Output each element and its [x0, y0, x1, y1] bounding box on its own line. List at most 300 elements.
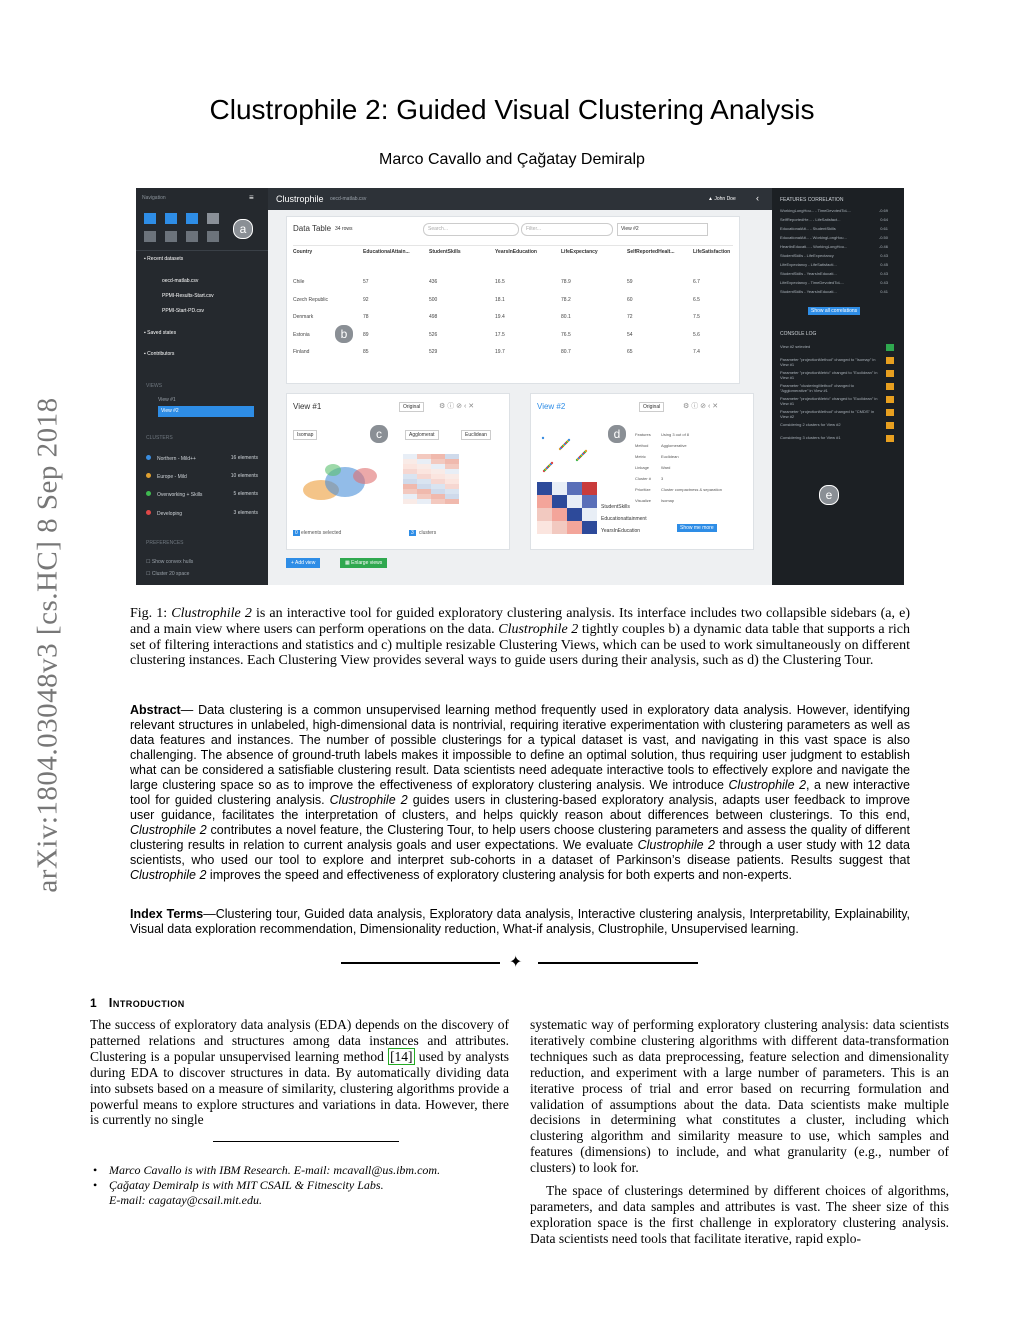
footnote [93, 1163, 513, 1178]
right-sidebar [772, 188, 904, 585]
view-select[interactable]: View #2 [617, 223, 708, 236]
correlation-item[interactable] [780, 208, 896, 213]
heatmap-label: YearsInEducation [601, 528, 641, 534]
app-file: oecd-matlab.csv [330, 196, 367, 202]
heatmap-cell [582, 521, 597, 534]
correlation-pair: WorkingLongHou... - TimeDevotedToL... [780, 208, 852, 213]
correlation-item[interactable] [780, 235, 896, 240]
view2-title: View #2 [537, 402, 566, 411]
view-tools-icon[interactable]: ⚙ ⓘ ⊘ ‹ ✕ [439, 403, 475, 410]
cluster-name: Overworking + Skills [157, 492, 203, 498]
label-a: a [233, 219, 253, 239]
undo-icon[interactable] [886, 409, 894, 416]
scatter-point [585, 450, 587, 452]
table-cell: 6.5 [693, 296, 700, 303]
label-e: e [819, 485, 839, 505]
correlation-pair: EducationalAtt... - WorkingLongHou... [780, 235, 847, 240]
cluster-item[interactable] [146, 510, 258, 517]
data-table [293, 249, 733, 379]
heatmap-cell [567, 482, 582, 495]
tour-param-value: 3 [661, 476, 664, 481]
heatmap-cell [445, 489, 459, 494]
original-select[interactable]: Original [399, 402, 424, 412]
clusters-label: CLUSTERS [146, 435, 173, 441]
tour-param-row[interactable] [635, 476, 749, 481]
undo-icon[interactable] [886, 435, 894, 442]
heatmap-cell [417, 459, 431, 464]
heatmap-label: Educationattainment [601, 516, 647, 522]
table-cell: 65 [627, 349, 633, 355]
index-terms [130, 907, 910, 937]
view-item-1[interactable]: View #1 [158, 397, 176, 403]
heatmap-cell [445, 494, 459, 499]
table-cell: Denmark [293, 314, 314, 320]
table-cell: Estonia [293, 331, 310, 338]
undo-icon[interactable] [886, 422, 894, 429]
abstract-tool: Clustrophile 2 [329, 793, 408, 807]
intro-left-column [90, 1017, 509, 1128]
preference-label: Cluster 20 space [151, 571, 190, 577]
correlation-item[interactable] [780, 280, 896, 285]
cluster-count: 5 elements [233, 491, 258, 497]
correlation-pair: SelfReportedHe... - LifeSatisfact... [780, 217, 841, 222]
heatmap-cell [431, 494, 445, 499]
table-cell: 16.5 [495, 279, 505, 285]
section-number: 1 [90, 996, 98, 1010]
table-cell: 85 [363, 349, 369, 355]
correlation-value: 0.61 [880, 226, 888, 231]
undo-icon[interactable] [886, 344, 894, 351]
nav-label: Navigation [142, 195, 166, 201]
table-header[interactable]: EducationalAttain... [363, 249, 410, 255]
recent-datasets-header[interactable]: ▪ Recent datasets [144, 256, 184, 262]
show-all-correlations-button[interactable]: Show all correlations [808, 307, 860, 315]
heatmap-cell [567, 521, 582, 534]
tour-param-name: Linkage [635, 465, 650, 470]
tour-param-row[interactable] [635, 432, 749, 437]
toolbar-button[interactable] [165, 213, 177, 224]
table-cell: 80.7 [561, 349, 571, 355]
correlation-item[interactable] [780, 289, 896, 294]
toolbar-button[interactable] [186, 213, 198, 224]
table-cell: 89 [363, 331, 369, 338]
dataset-item[interactable]: PPMI-Results-Start.csv [162, 293, 214, 299]
user-name[interactable]: ▲ John Doe [708, 196, 736, 202]
algorithm-select[interactable]: Agglomerat [405, 430, 439, 440]
teaser-figure [136, 188, 904, 585]
table-cell: 5.6 [693, 331, 700, 338]
filter-input[interactable]: Filter... [521, 223, 613, 236]
abstract-label: Abstract [130, 703, 181, 717]
enlarge-views-label: Enlarge views [351, 560, 383, 566]
hull-green [325, 464, 341, 476]
log-entry: Parameter "projectionMethod" changed to "CMDS" in View #2 [780, 409, 875, 419]
dataset-item[interactable]: PPMI-Start-PD.csv [162, 308, 204, 314]
heatmap-cell [445, 459, 459, 464]
cluster-name: Developing [157, 511, 183, 517]
tour-param-row[interactable] [635, 454, 749, 459]
tour-param-name: Metric [635, 454, 646, 459]
correlation-pair: EducationalAtt... - StudentSkills [780, 226, 836, 231]
heatmap-cell [567, 495, 582, 508]
heatmap-cell [403, 494, 417, 499]
user-label: John Doe [714, 196, 736, 202]
separator-line [341, 962, 500, 964]
heatmap-cell [431, 454, 445, 459]
toolbar-button[interactable] [144, 231, 156, 242]
intro-paragraph [90, 1017, 509, 1128]
correlation-value: 0.43 [880, 280, 888, 285]
heatmap-cell [403, 489, 417, 494]
cluster-dot-icon [146, 510, 151, 515]
correlation-value: -0.50 [878, 235, 888, 240]
table-cell: 436 [429, 279, 438, 285]
clustering-view-1 [286, 393, 510, 550]
label-b: b [334, 324, 354, 344]
tour-param-value: Ward [661, 465, 671, 470]
table-cell: 7.4 [693, 349, 700, 355]
heatmap-cell [431, 464, 445, 469]
main-view [268, 188, 772, 585]
intro-text: used by analysts during EDA to discover structures in data. By automatically dividing data into subsets based on a measure of similarity, clustering algorithms provide a powerful means to explore structures and variations in data. However, there is currently no single [90, 1048, 509, 1128]
undo-icon[interactable] [886, 370, 894, 377]
correlation-item[interactable] [780, 244, 896, 249]
heatmap-cell [417, 484, 431, 489]
caption-text: tightly couples b) a dynamic data table that supports a rich set of filtering interactions and statistics and c) multiple resizable Clustering Views, which can be used to work simultaneously on different clustering instances. Each Clustering View provides several ways to guide users during their analysis, such as d) the Clustering Tour. [130, 621, 910, 669]
abstract-text: — Data clustering is a common unsupervised learning method frequently used in exploratory data analysis. However, identifying relevant structures in unlabeled, high-dimensional data is nontrivial, requiring iterative experimentation with clustering parameters as well as data features and instances. The number of possible clusterings for a typical dataset is vast, and navigating in this vast space is also challenging. The absence of ground-truth labels makes it impossible to define an optimal solution, thus requiring user judgment to establish what can be considered a satisfiable clustering result. Data scientists need adequate interactive tools to effectively explore and navigate the large clustering space so as to improve the effectiveness of exploratory clustering analysis. We introduce [130, 703, 910, 792]
console-log-header: CONSOLE LOG [780, 331, 817, 337]
search-input[interactable]: Search... [423, 223, 519, 236]
data-table-title: Data Table [293, 224, 332, 233]
heatmap-cell [403, 454, 417, 459]
table-cell: 78.9 [561, 279, 571, 285]
heatmap-cell [403, 464, 417, 469]
section-title: Introduction [108, 995, 185, 1010]
table-cell: 78.2 [561, 296, 571, 303]
hull-red [353, 468, 377, 484]
correlation-pair: HeartinEducati... - WorkingLongHou... [780, 244, 848, 249]
section-heading [90, 995, 185, 1010]
caption-tool: Clustrophile 2 [498, 621, 579, 637]
table-cell: 78 [363, 314, 369, 320]
table-cell: 498 [429, 314, 438, 320]
table-cell: 19.4 [495, 314, 505, 320]
tour-param-value: Cluster compactness & separation [661, 487, 722, 492]
view-item-2[interactable]: View #2 [158, 406, 254, 417]
table-header[interactable]: SelfReportedHealt... [627, 249, 675, 255]
heatmap-cell [445, 484, 459, 489]
scatterplot[interactable] [537, 430, 597, 478]
tour-param-name: Prioritize [635, 487, 651, 492]
divider [293, 245, 733, 246]
scatterplot[interactable] [293, 454, 393, 514]
toolbar-button[interactable] [207, 231, 219, 242]
heatmap-cell [417, 499, 431, 504]
figure-caption [130, 606, 910, 669]
correlation-item[interactable] [780, 271, 896, 276]
correlation-value: -0.46 [878, 244, 888, 249]
scatter-point [542, 437, 544, 439]
left-sidebar [136, 188, 268, 585]
menu-icon[interactable]: ≡ [249, 193, 254, 202]
heatmap-cell [582, 495, 597, 508]
heatmap-cell [552, 521, 567, 534]
heatmap-cell [403, 459, 417, 464]
label-c: c [369, 424, 389, 444]
table-cell: 526 [429, 331, 438, 338]
scatter-point [568, 439, 570, 441]
recent-datasets-label: Recent datasets [147, 256, 184, 262]
data-table-panel [286, 216, 740, 384]
heatmap-cell [537, 482, 552, 495]
separator-line [538, 962, 698, 964]
table-cell: 529 [429, 349, 438, 355]
tour-param-value: Euclidean [661, 454, 679, 459]
heatmap-cell [552, 482, 567, 495]
correlation-pair: LifeExpectancy - TimeDevotedToL... [780, 280, 845, 285]
cluster-count: 10 elements [230, 473, 258, 479]
heatmap-cell [582, 508, 597, 521]
heatmap-cell [417, 464, 431, 469]
saved-states-label: Saved states [147, 330, 177, 336]
heatmap-cell [431, 459, 445, 464]
heatmap-cell [431, 484, 445, 489]
correlation-item[interactable] [780, 226, 896, 231]
view-tools-icon[interactable]: ⚙ ⓘ ⊘ ‹ ✕ [683, 403, 719, 410]
undo-icon[interactable] [886, 396, 894, 403]
cluster-item[interactable] [146, 491, 258, 498]
abstract-text: , a new interactive tool for guided clustering analysis. [130, 778, 910, 807]
intro-right-column [530, 1017, 949, 1247]
footnote-rule [213, 1141, 399, 1142]
correlation-pair: StudentSkills - YearsInEducati... [780, 271, 837, 276]
heatmap-cell [417, 454, 431, 459]
table-cell: 92 [363, 296, 369, 303]
contributors[interactable]: ▪ Contributors [144, 351, 175, 357]
table-cell: 6.7 [693, 279, 700, 285]
heatmap-cell [417, 474, 431, 479]
toolbar-button[interactable] [207, 213, 219, 224]
elements-selected-count: 0 [295, 530, 298, 536]
preference-checkbox[interactable]: ☐ Show convex hulls [146, 559, 194, 565]
heatmap-cell [431, 479, 445, 484]
divider [136, 250, 268, 251]
views-label: VIEWS [146, 383, 163, 389]
collapse-icon[interactable]: ‹ [756, 193, 759, 203]
abstract-tool: Clustrophile 2 [637, 838, 715, 852]
arxiv-stamp: arXiv:1804.03048v3 [cs.HC] 8 Sep 2018 [31, 397, 64, 893]
heatmap-cell [417, 489, 431, 494]
table-cell: 7.5 [693, 314, 700, 320]
show-me-more-button[interactable]: Show me more [677, 524, 717, 532]
table-header[interactable]: LifeExpectancy [561, 249, 598, 255]
bullet: • [93, 1163, 98, 1177]
table-header[interactable]: Country [293, 249, 313, 255]
citation-link[interactable]: [14] [390, 1048, 413, 1064]
cluster-name: Europe - Mild [157, 474, 187, 480]
bullet: • [93, 1178, 98, 1192]
heatmap-cell [582, 482, 597, 495]
abstract-text: improves the speed and effectiveness of exploratory clustering analysis for both experts and non-experts. [206, 868, 792, 882]
heatmap-cell [537, 495, 552, 508]
abstract-text: guides users in clustering-based exploratory analysis, adapts user feedback to improve user guidance, facilitates the interpretation of clusters, and helps quickly reason about differences between clusterings. To this end, [130, 793, 910, 822]
correlation-pair: StudentSkills - YearsInEducati... [780, 289, 837, 294]
features-correlation-header: FEATURES CORRELATION [780, 197, 844, 203]
enlarge-views-button[interactable]: ▦ Enlarge views [340, 558, 387, 568]
log-entry: Parameter "clusteringMethod" changed to "Agglomerative" in View #1 [780, 383, 854, 393]
label-d: d [607, 424, 627, 444]
tour-param-name: Cluster # [635, 476, 652, 481]
correlation-item[interactable] [780, 217, 896, 222]
toolbar-row-1 [144, 213, 232, 225]
log-entry: Considering 2 clusters for View #2 [780, 422, 841, 427]
table-cell: 72 [627, 314, 633, 320]
heatmap-cell [431, 499, 445, 504]
cluster-item[interactable] [146, 473, 258, 480]
caption-label: Fig. 1: [130, 606, 168, 621]
table-header[interactable]: StudentSkills [429, 249, 461, 255]
toolbar-button[interactable] [165, 231, 177, 242]
table-cell: 59 [627, 279, 633, 285]
projection-select[interactable]: Isomap [293, 430, 317, 440]
original-select[interactable]: Original [639, 402, 664, 412]
heatmap [403, 454, 503, 514]
clusters-label: clusters [419, 530, 437, 536]
correlation-item[interactable] [780, 253, 896, 258]
heatmap-cell [445, 499, 459, 504]
tour-param-name: Method [635, 443, 649, 448]
heatmap-cell [445, 474, 459, 479]
index-terms-label: Index Terms [130, 907, 204, 921]
preference-checkbox[interactable]: ☐ Cluster 20 space [146, 571, 190, 577]
cluster-dot-icon [146, 491, 151, 496]
view1-title: View #1 [293, 402, 322, 411]
tour-param-row[interactable] [635, 443, 749, 448]
table-cell: 54 [627, 331, 633, 338]
tour-param-name: Features [635, 432, 651, 437]
undo-icon[interactable] [886, 383, 894, 390]
abstract-text: contributes a novel feature, the Clustering Tour, to help users choose clustering parameters and assess the quality of different clustering results in relation to current analysis goals and user expectations. We evaluate [130, 823, 910, 852]
heatmap-cell [567, 508, 582, 521]
paper-title: Clustrophile 2: Guided Visual Clustering Analysis [209, 94, 815, 125]
heatmap-cell [417, 494, 431, 499]
table-cell: 500 [429, 296, 438, 303]
intro-paragraph: The space of clusterings determined by different choices of algorithms, parameters, and data samples and attributes is vast. The sheer size of this exploration space is the first challenge in exploratory clustering analysis. Data scientists need tools that facilitate iterative, rapid explo- [530, 1183, 949, 1246]
separator-ornament: ✦ [509, 954, 523, 971]
clustering-view-2 [530, 393, 754, 550]
index-terms-text: —Clustering tour, Guided data analysis, Exploratory data analysis, Interactive clustering analysis, Interpretability, Explainability, Visual data exploration recommendation, Dimensionality reduction, What-if analysis, Clustrophile, Unsupervised learning. [130, 907, 910, 936]
footnote-text: Marco Cavallo is with IBM Research. E-mail: mcavall@us.ibm.com. [109, 1163, 441, 1177]
intro-paragraph: systematic way of performing exploratory clustering analysis: data scientists iteratively combine clustering algorithms with different data-transformation techniques such as data preprocessing, feature selection and dimensionality reduction, and experiment with a large number of parameters. This is an iterative process of trial and error based on recurring formulation and validation of assumptions about the data. Data scientists make multiple decisions in determining what constitutes a cluster, including which clustering algorithm and similarity measure to use, which samples and features (dimensions) to include, and what granularity (e.g., number of clusters) to look for. [530, 1017, 949, 1176]
log-entry: Parameter "projectionMethod" changed to "Isomap" in View #1 [780, 357, 876, 367]
toolbar-row-2 [144, 231, 232, 243]
heatmap-cell [403, 479, 417, 484]
table-cell: 76.5 [561, 331, 571, 338]
table-header[interactable]: LifeSatisfaction [693, 249, 731, 255]
correlation-value: -0.69 [878, 208, 888, 213]
tour-param-value: Isomap [661, 498, 675, 503]
heatmap-cell [445, 464, 459, 469]
heatmap-cell [537, 521, 552, 534]
preference-label: Show convex hulls [151, 559, 194, 565]
heatmap-cell [552, 508, 567, 521]
table-cell: 60 [627, 296, 633, 303]
tour-param-row[interactable] [635, 487, 749, 492]
abstract [130, 703, 910, 883]
clustering-tour [635, 432, 749, 512]
heatmap-cell [403, 469, 417, 474]
app-name: Clustrophile [276, 194, 324, 204]
correlation-item[interactable] [780, 262, 896, 267]
heatmap-label: StudentSkills [601, 504, 630, 510]
heatmap-cell [431, 474, 445, 479]
heatmap-cell [403, 484, 417, 489]
heatmap-cell [445, 479, 459, 484]
preferences-label: PREFERENCES [146, 540, 184, 546]
abstract-tool: Clustrophile 2 [130, 868, 207, 882]
heatmap-cell [431, 489, 445, 494]
metric-select[interactable]: Euclidean [461, 430, 491, 440]
footnote [93, 1178, 513, 1193]
data-table-rows: 34 rows [335, 226, 353, 232]
correlation-value: 0.64 [880, 217, 888, 222]
dataset-item[interactable]: oecd-matlab.csv [162, 278, 199, 284]
correlation-pair: StudentSkills - LifeExpectancy [780, 253, 834, 258]
footnote-text: E-mail: cagatay@csail.mit.edu. [109, 1193, 263, 1207]
app-header [268, 188, 772, 210]
table-cell: 18.1 [495, 296, 505, 303]
correlation-value: 0.41 [880, 289, 888, 294]
footnote [93, 1193, 513, 1208]
intro-text: The success of exploratory data analysis (EDA) depends on the discovery of patterned relations and structures among data instances and attributes. Clustering is a popular unsupervised learning method [90, 1017, 509, 1064]
table-cell: 57 [363, 279, 369, 285]
cluster-name: Northern - Mild++ [157, 456, 196, 462]
add-view-button[interactable]: + Add view [286, 558, 320, 568]
table-header[interactable]: YearsInEducation [495, 249, 537, 255]
correlation-value: 0.45 [880, 262, 888, 267]
cluster-item[interactable] [146, 455, 258, 462]
heatmap-cell [445, 469, 459, 474]
saved-states[interactable]: ▪ Saved states [144, 330, 177, 336]
table-cell: Chile [293, 279, 305, 285]
tour-param-row[interactable] [635, 465, 749, 470]
contributors-label: Contributors [147, 351, 175, 357]
tour-param-row[interactable] [635, 498, 749, 503]
table-cell: 80.1 [561, 314, 571, 320]
caption-tool: Clustrophile 2 [171, 606, 252, 621]
heatmap-cell [417, 479, 431, 484]
correlation-pair: LifeExpectancy - LifeSatisfacti... [780, 262, 837, 267]
paper-authors: Marco Cavallo and Çağatay Demiralp [379, 151, 645, 168]
heatmap-cell [417, 469, 431, 474]
heatmap-cell [537, 508, 552, 521]
tour-param-name: Visualize [635, 498, 651, 503]
undo-icon[interactable] [886, 357, 894, 364]
abstract-text: through a user study with 12 data scientists, who used our tool to explore and interpret sub-cohorts in a dataset of Parkinson’s disease patients. Results suggest that [130, 838, 910, 867]
heatmap-cell [552, 495, 567, 508]
toolbar-button[interactable] [186, 231, 198, 242]
log-entry: View #2 selected [780, 344, 811, 349]
cluster-count: 3 elements [233, 510, 258, 516]
heatmap [537, 482, 597, 537]
log-entry: Parameter "projectionMetric" changed to "Euclidean" in View #1 [780, 370, 878, 380]
scatter-point [551, 462, 553, 464]
footnote-text: Çağatay Demiralp is with MIT CSAIL & Fitnescity Labs. [109, 1178, 384, 1192]
correlation-value: 0.43 [880, 271, 888, 276]
footnotes [93, 1163, 513, 1208]
toolbar-button[interactable] [144, 213, 156, 224]
clusters-count: 3 [411, 530, 414, 536]
